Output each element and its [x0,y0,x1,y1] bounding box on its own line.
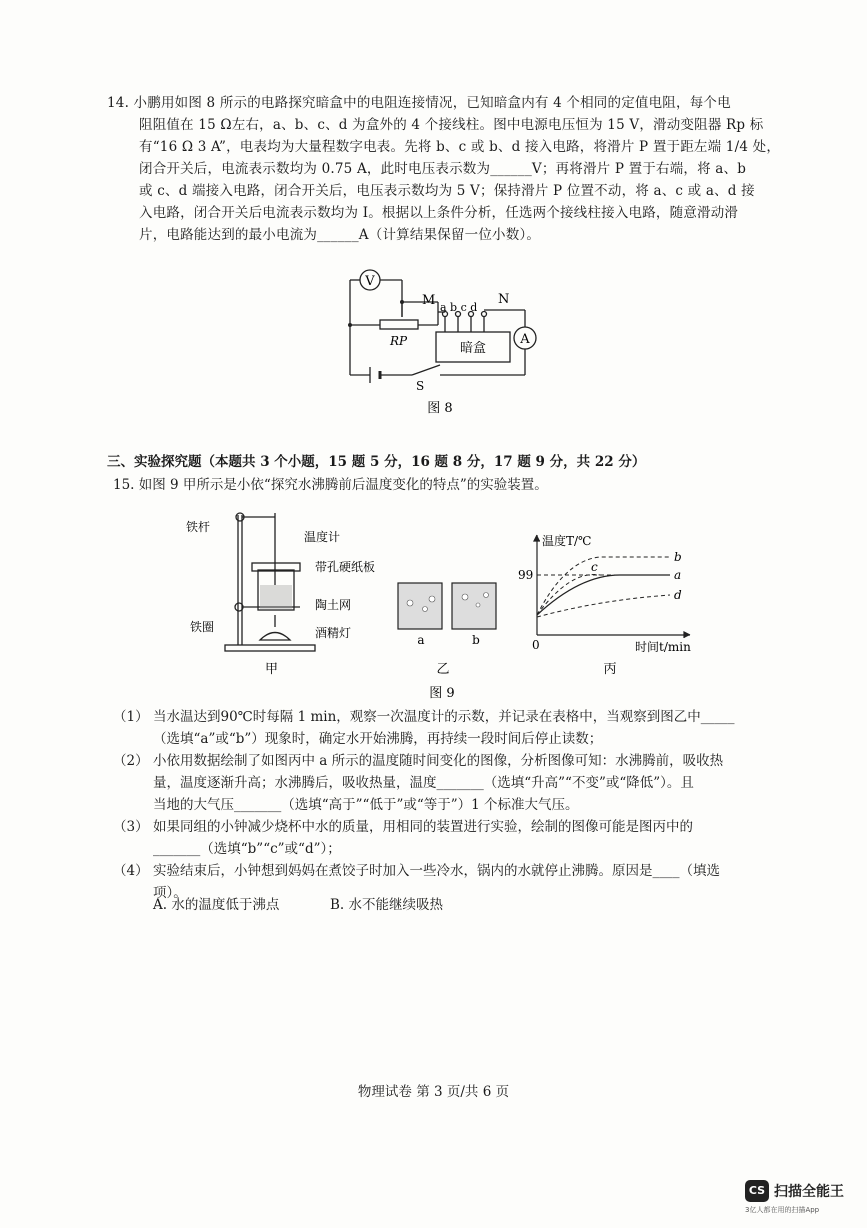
q14-line: 闭合开关后，电流表示数均为 0.75 A，此时电压表示数为______V；再将滑片 P 置于右端，将 a、b [139,161,747,177]
figure-8-caption: 图 8 [427,401,453,416]
voltmeter-label: V [365,274,375,289]
sub-number: （3） [113,819,149,835]
curve-c-label: c [591,560,598,574]
graph-origin: 0 [532,638,540,652]
sub-line: 当地的大气压_______（选填“高于”“低于”或“等于”）1 个标准大气压。 [153,797,579,813]
sub-line: 如果同组的小钟减少烧杯中水的质量，用相同的装置进行实验，绘制的图像可能是图丙中的 [153,819,693,835]
label-gauze: 陶土网 [315,598,352,612]
sub-line: _______（选填“b”“c”或“d”）； [153,841,341,857]
label-alcohol-lamp: 酒精灯 [315,626,352,640]
page-footer: 物理试卷 第 3 页/共 6 页 [357,1084,510,1100]
watermark-tagline: 3亿人都在用的扫描App [745,1206,820,1214]
switch-label: S [416,379,425,393]
graph-xlabel: 时间t/min [635,640,691,654]
figure-9-caption: 图 9 [429,686,455,701]
label-m: M [422,293,436,308]
label-tiegan: 铁杆 [186,520,211,534]
terminal-labels: a b c d [440,301,478,314]
label-bing: 丙 [603,662,617,677]
watermark-name: 扫描全能王 [774,1184,844,1200]
sub-number: （1） [113,709,149,725]
label-jia: 甲 [265,662,279,677]
sub-number: （2） [113,753,149,769]
q14-line: 14. 小鹏用如图 8 所示的电路探究暗盒中的电阻连接情况，已知暗盒内有 4 个相同的定值电阻，每个电 [107,95,731,111]
cs-logo-icon: CS [745,1180,769,1202]
option-a: A. 水的温度低于沸点 [153,897,280,913]
figure-8-circuit [340,262,560,422]
sub-line: 量，温度逐渐升高；水沸腾后，吸收热量，温度_______（选填“升高”“不变”或“降低”）。且 [153,775,694,791]
question-15: 15. 如图 9 甲所示是小依“探究水沸腾前后温度变化的特点”的实验装置。 [113,477,548,493]
q14-line: 或 c、d 端接入电路，闭合开关后，电压表示数均为 5 V；保持滑片 P 位置不动，将 a、c 或 a、d 接 [139,183,755,199]
graph-99: 99 [518,568,534,582]
q14-line: 阻阻值在 15 Ω左右，a、b、c、d 为盒外的 4 个接线柱。图中电源电压恒为 15 V，滑动变阻器 Rp 标 [139,117,764,133]
ammeter-label: A [520,332,530,347]
label-n: N [498,292,510,307]
beaker-b-label: b [472,633,480,647]
label-iron-ring: 铁圈 [190,620,215,634]
section-3-heading: 三、实验探究题（本题共 3 个小题，15 题 5 分，16 题 8 分，17 题 9 分，共 22 分） [107,454,646,470]
curve-d-label: d [674,588,682,602]
rp-label: RP [390,334,408,348]
sub-number: （4） [113,863,149,879]
question-14 [107,92,803,246]
beaker-a-label: a [417,633,425,647]
label-yi: 乙 [436,662,450,677]
q14-line: 有“16 Ω 3 A”，电表均为大量程数字电表。先将 b、c 或 b、d 接入电路，将滑片 P 置于距左端 1/4 处， [139,139,781,155]
curve-a-label: a [674,568,682,582]
option-b: B. 水不能继续吸热 [330,897,444,913]
sub-line: 实验结束后，小钟想到妈妈在煮饺子时加入一些冷水，锅内的水就停止沸腾。原因是____（填选 [153,863,720,879]
label-cardboard: 带孔硬纸板 [315,560,376,574]
sub-line: （选填“a”或“b”）现象时，确定水开始沸腾，再持续一段时间后停止读数； [153,731,603,747]
sub-line: 项）。 [153,885,187,901]
curve-b-label: b [674,550,682,564]
dark-box-label: 暗盒 [459,341,487,356]
scanner-watermark [745,1180,855,1220]
q14-line: 片，电路能达到的最小电流为______A（计算结果保留一位小数）。 [139,227,541,243]
sub-line: 当水温达到90℃时每隔 1 min，观察一次温度计的示数，并记录在表格中，当观察到图乙中_____ [153,709,735,725]
figure-9 [180,505,710,705]
q14-line: 入电路，闭合开关后电流表示数均为 I。根据以上条件分析，任选两个接线柱接入电路，随意滑动滑 [139,205,739,221]
sub-line: 小依用数据绘制了如图丙中 a 所示的温度随时间变化的图像，分析图像可知：水沸腾前，吸收热 [153,753,724,769]
label-thermometer: 温度计 [304,530,341,544]
graph-ylabel: 温度T/℃ [542,534,592,548]
